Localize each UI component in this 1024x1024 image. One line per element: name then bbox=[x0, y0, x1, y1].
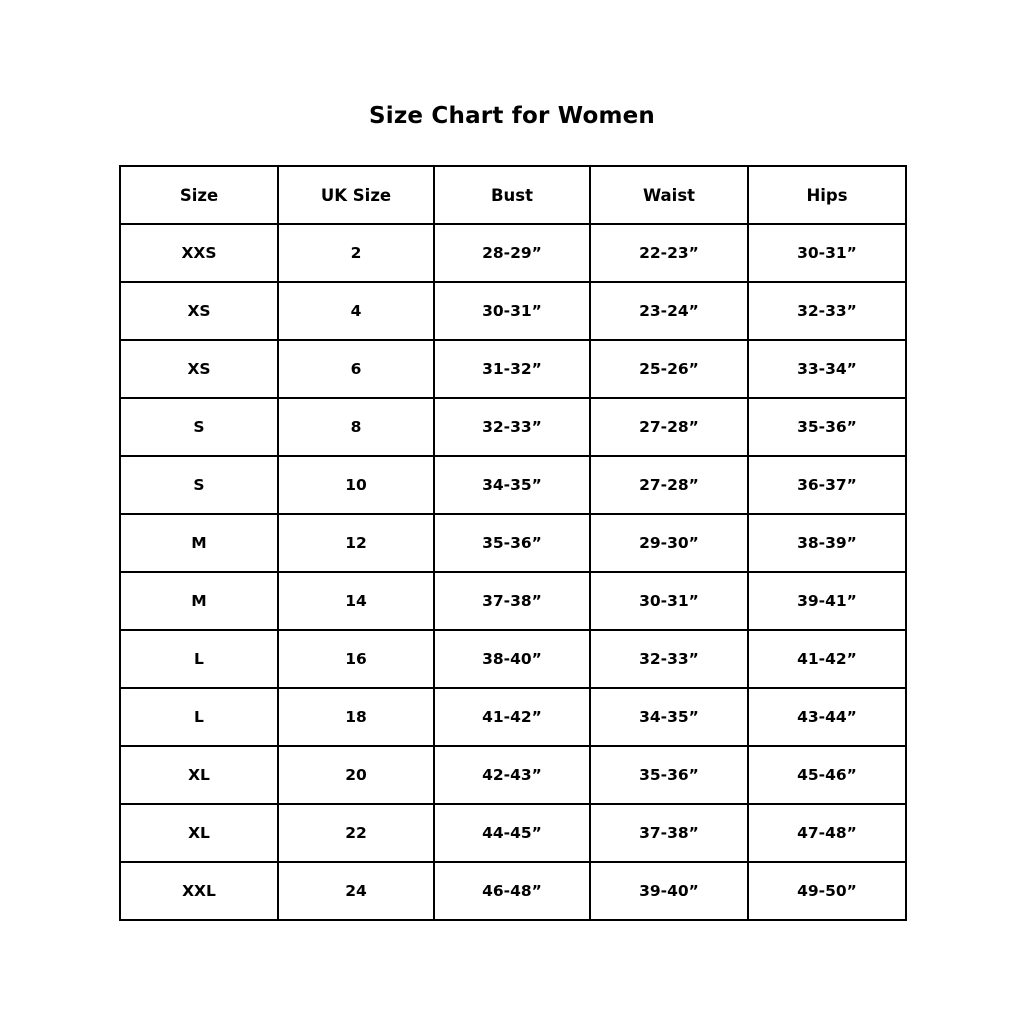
table-cell: XS bbox=[120, 340, 278, 398]
table-cell: 49-50” bbox=[748, 862, 906, 920]
table-cell: S bbox=[120, 456, 278, 514]
table-cell: 25-26” bbox=[590, 340, 748, 398]
table-row bbox=[120, 572, 906, 630]
table-row bbox=[120, 514, 906, 572]
size-chart-table-container bbox=[119, 165, 905, 921]
table-row bbox=[120, 862, 906, 920]
column-header: Size bbox=[120, 166, 278, 224]
table-cell: 38-40” bbox=[434, 630, 590, 688]
table-row bbox=[120, 688, 906, 746]
table-cell: 39-40” bbox=[590, 862, 748, 920]
table-cell: 2 bbox=[278, 224, 434, 282]
table-cell: 37-38” bbox=[590, 804, 748, 862]
table-cell: 46-48” bbox=[434, 862, 590, 920]
column-header: Waist bbox=[590, 166, 748, 224]
table-cell: 41-42” bbox=[748, 630, 906, 688]
table-cell: 23-24” bbox=[590, 282, 748, 340]
column-header: Bust bbox=[434, 166, 590, 224]
table-cell: 27-28” bbox=[590, 398, 748, 456]
table-cell: 22 bbox=[278, 804, 434, 862]
table-row bbox=[120, 340, 906, 398]
size-chart-table bbox=[119, 165, 907, 921]
table-cell: 36-37” bbox=[748, 456, 906, 514]
table-cell: L bbox=[120, 688, 278, 746]
page-title: Size Chart for Women bbox=[368, 103, 655, 129]
table-cell: 16 bbox=[278, 630, 434, 688]
table-cell: 34-35” bbox=[590, 688, 748, 746]
table-cell: 45-46” bbox=[748, 746, 906, 804]
table-cell: 14 bbox=[278, 572, 434, 630]
table-cell: 32-33” bbox=[748, 282, 906, 340]
column-header: UK Size bbox=[278, 166, 434, 224]
table-cell: 41-42” bbox=[434, 688, 590, 746]
table-cell: 20 bbox=[278, 746, 434, 804]
table-row bbox=[120, 224, 906, 282]
table-cell: 30-31” bbox=[434, 282, 590, 340]
table-row bbox=[120, 630, 906, 688]
table-cell: 12 bbox=[278, 514, 434, 572]
table-cell: 31-32” bbox=[434, 340, 590, 398]
table-cell: 4 bbox=[278, 282, 434, 340]
table-cell: 47-48” bbox=[748, 804, 906, 862]
table-cell: 28-29” bbox=[434, 224, 590, 282]
table-cell: 24 bbox=[278, 862, 434, 920]
table-row bbox=[120, 804, 906, 862]
table-cell: 30-31” bbox=[590, 572, 748, 630]
table-cell: 6 bbox=[278, 340, 434, 398]
table-header-row bbox=[120, 166, 906, 224]
table-cell: 43-44” bbox=[748, 688, 906, 746]
table-cell: 44-45” bbox=[434, 804, 590, 862]
table-cell: XS bbox=[120, 282, 278, 340]
table-cell: L bbox=[120, 630, 278, 688]
table-cell: 37-38” bbox=[434, 572, 590, 630]
table-cell: 27-28” bbox=[590, 456, 748, 514]
table-cell: 32-33” bbox=[590, 630, 748, 688]
table-cell: 29-30” bbox=[590, 514, 748, 572]
table-cell: 35-36” bbox=[590, 746, 748, 804]
table-cell: S bbox=[120, 398, 278, 456]
table-row bbox=[120, 456, 906, 514]
table-cell: XXL bbox=[120, 862, 278, 920]
table-cell: 42-43” bbox=[434, 746, 590, 804]
table-row bbox=[120, 746, 906, 804]
table-cell: 18 bbox=[278, 688, 434, 746]
column-header: Hips bbox=[748, 166, 906, 224]
table-cell: M bbox=[120, 514, 278, 572]
table-cell: 30-31” bbox=[748, 224, 906, 282]
table-cell: XL bbox=[120, 746, 278, 804]
table-cell: 22-23” bbox=[590, 224, 748, 282]
table-cell: 35-36” bbox=[748, 398, 906, 456]
table-cell: 8 bbox=[278, 398, 434, 456]
table-cell: 38-39” bbox=[748, 514, 906, 572]
table-cell: 39-41” bbox=[748, 572, 906, 630]
table-cell: 33-34” bbox=[748, 340, 906, 398]
table-cell: XL bbox=[120, 804, 278, 862]
table-cell: 10 bbox=[278, 456, 434, 514]
table-cell: 32-33” bbox=[434, 398, 590, 456]
table-cell: XXS bbox=[120, 224, 278, 282]
table-cell: M bbox=[120, 572, 278, 630]
table-cell: 35-36” bbox=[434, 514, 590, 572]
table-row bbox=[120, 282, 906, 340]
table-cell: 34-35” bbox=[434, 456, 590, 514]
table-row bbox=[120, 398, 906, 456]
